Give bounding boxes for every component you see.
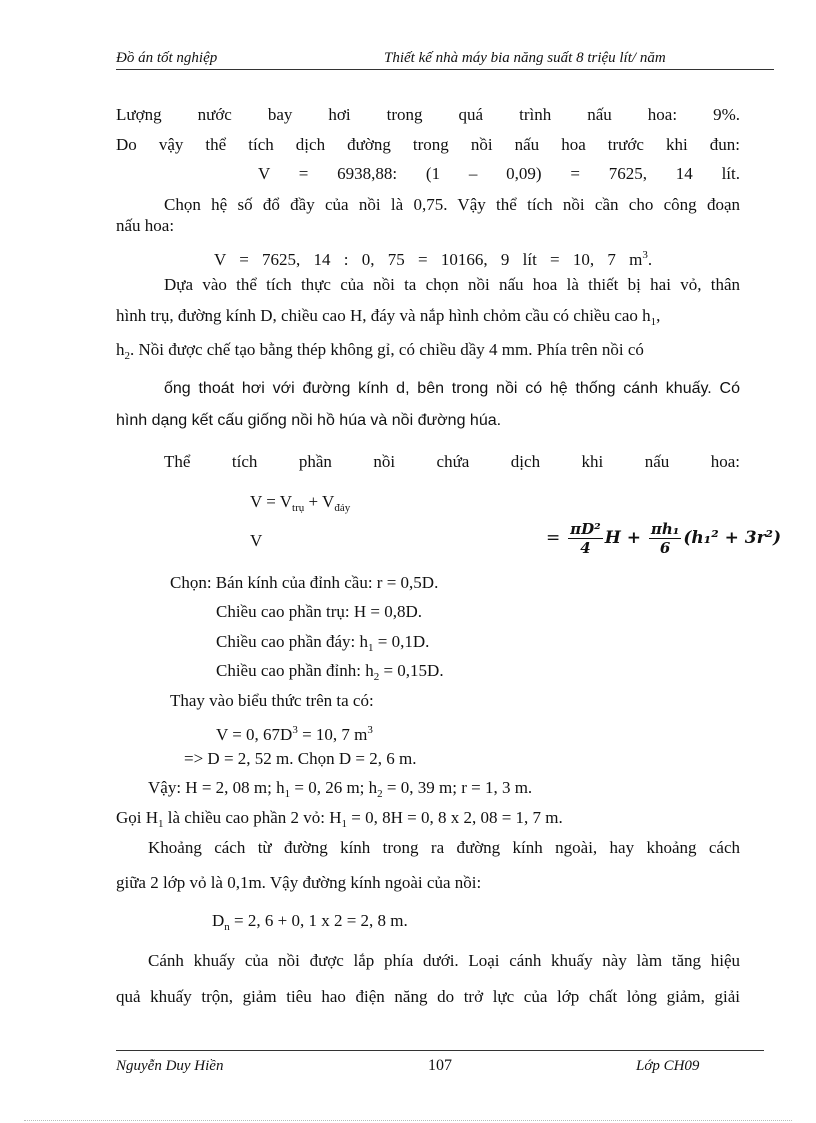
- eq-volume-formula-lhs: V: [250, 531, 263, 550]
- frac-cylinder: [568, 520, 603, 557]
- eq-pot-volume-exp: 3: [642, 249, 648, 261]
- eq-pot-volume-text: V = 7625, 14 : 0, 75 = 10166, 9 lít = 10, 7 m: [214, 250, 643, 269]
- cylinder-height: Chiều cao phần trụ: H = 0,8D.: [216, 602, 422, 621]
- footer-class: Lớp CH09: [636, 1058, 700, 1074]
- dsh-s2: 1: [341, 818, 347, 830]
- top-height-sub: 2: [373, 671, 380, 683]
- dsh-c: = 0, 8H = 0, 8 x 2, 08 = 1, 7 m.: [347, 808, 563, 827]
- agitator-2: quả khuấy trộn, giảm tiêu hao điện năng do trở lực của lớp chất lỏng giảm, giải: [116, 987, 740, 1006]
- eq-pot-volume: [214, 244, 740, 271]
- bottom-height-end: = 0,1D.: [373, 632, 430, 651]
- para-fill-factor: Chọn hệ số đổ đầy của nồi là 0,75. Vậy thể tích nồi cần cho công đoạn: [164, 195, 740, 214]
- eq-outer-sub: n: [224, 921, 230, 933]
- eq-volume-sum: [250, 491, 450, 519]
- para-volume-intro: Do vậy thể tích dịch đường trong nồi nấu hoa trước khi đun:: [116, 135, 740, 154]
- eq-volume-sum-sub2: đáy: [334, 502, 351, 514]
- result-a: Vậy: H = 2, 08 m; h: [148, 778, 285, 797]
- bottom-height: [216, 631, 666, 659]
- bottom-dotted-border: [24, 1120, 792, 1121]
- eq-outer-rest: = 2, 6 + 0, 1 x 2 = 2, 8 m.: [229, 911, 408, 930]
- top-height: [216, 660, 666, 688]
- top-height-text: Chiều cao phần đỉnh: h: [216, 661, 374, 680]
- para-choose-pot-3-text: . Nồi được chế tạo bằng thép không gỉ, có chiều dầy 4 mm. Phía trên nồi có: [130, 340, 644, 359]
- para-choose-pot-2-end: ,: [656, 306, 661, 325]
- eq-pot-volume-end: .: [647, 250, 653, 269]
- formula-h: H +: [604, 528, 641, 548]
- result-s1: 1: [284, 788, 291, 800]
- eq-volume-sum-sub1: trụ: [292, 502, 305, 514]
- result-dimensions: [148, 777, 648, 805]
- para-choose-pot-3-sub: 2: [124, 350, 130, 362]
- frac-cylinder-num: πD²: [570, 520, 601, 538]
- footer-rule: [116, 1050, 764, 1051]
- shell-gap: Khoảng cách từ đường kính trong ra đường kính ngoài, hay khoảng cách: [148, 838, 740, 857]
- para-choose-pot-2-text: hình trụ, đường kính D, chiều cao H, đáy và nắp hình chỏm cầu có chiều cao h: [116, 306, 651, 325]
- substitute: Thay vào biểu thức trên ta có:: [170, 691, 374, 710]
- header-left: Đồ án tốt nghiệp: [116, 50, 218, 66]
- double-shell-height: [116, 807, 676, 835]
- eq-volume-sum-v: V = V: [250, 492, 293, 511]
- bottom-height-text: Chiều cao phần đáy: h: [216, 632, 369, 651]
- para-choose-pot: Dựa vào thể tích thực của nồi ta chọn nồi nấu hoa là thiết bị hai vỏ, thân: [164, 275, 740, 294]
- eq-volume-sum-plus: + V: [304, 492, 335, 511]
- choose-radius: Chọn: Bán kính của đỉnh cầu: r = 0,5D.: [170, 573, 439, 592]
- para-choose-pot-3: [116, 339, 740, 367]
- para-volume-part: Thể tích phần nồi chứa dịch khi nấu hoa:: [164, 452, 740, 471]
- frac-cap: [649, 520, 681, 557]
- eq-diameter: => D = 2, 52 m. Chọn D = 2, 6 m.: [184, 749, 417, 768]
- eq-d-cubed: [216, 719, 666, 746]
- para-choose-pot-3-pre: h: [116, 340, 125, 359]
- footer-author: Nguyễn Duy Hiền: [116, 1058, 224, 1074]
- para-fill-factor-cont: nấu hoa:: [116, 216, 175, 235]
- top-height-end: = 0,15D.: [379, 661, 444, 680]
- frac-cylinder-den: 4: [580, 539, 591, 557]
- eq-d-cubed-exp: 3: [292, 724, 298, 736]
- result-b: = 0, 26 m; h: [290, 778, 378, 797]
- eq-outer-diameter: [212, 910, 612, 938]
- para-vent-2: hình dạng kết cấu giống nồi hồ húa và nồi đường húa.: [116, 412, 502, 429]
- header-right: Thiết kế nhà máy bia năng suất 8 triệu lít/ năm: [384, 50, 666, 66]
- eq-d-cubed-text: V = 0, 67D: [216, 725, 293, 744]
- para-choose-pot-2: [116, 305, 740, 333]
- result-s2: 2: [377, 788, 383, 800]
- shell-gap-2: giữa 2 lớp vỏ là 0,1m. Vậy đường kính ngoài của nồi:: [116, 873, 482, 892]
- eq-d-cubed-mid: = 10, 7 m: [297, 725, 368, 744]
- eq-sign: =: [546, 528, 561, 548]
- frac-cap-den: 6: [659, 539, 671, 557]
- dsh-a: Gọi H: [116, 808, 159, 827]
- eq-volume: V = 6938,88: (1 – 0,09) = 7625, 14 lít.: [258, 164, 740, 183]
- formula-paren: (h₁² + 3r²): [683, 528, 782, 548]
- result-c: = 0, 39 m; r = 1, 3 m.: [382, 778, 533, 797]
- dsh-b: là chiều cao phần 2 vỏ: H: [163, 808, 342, 827]
- eq-outer-d: D: [212, 911, 225, 930]
- para-evaporation: Lượng nước bay hơi trong quá trình nấu hoa: 9%.: [116, 105, 740, 124]
- para-vent: ống thoát hơi với đường kính d, bên trong nồi có hệ thống cánh khuấy. Có: [164, 380, 740, 397]
- header-rule: [116, 69, 774, 70]
- dsh-s1: 1: [158, 818, 164, 830]
- bottom-height-sub: 1: [368, 642, 374, 654]
- frac-cap-num: πh₁: [650, 520, 680, 538]
- eq-d-cubed-exp2: 3: [367, 724, 373, 736]
- agitator: Cánh khuấy của nồi được lắp phía dưới. Loại cánh khuấy này làm tăng hiệu: [148, 951, 740, 970]
- eq-volume-formula: [546, 520, 781, 557]
- page-number: 107: [428, 1057, 452, 1074]
- para-choose-pot-2-sub: 1: [650, 316, 657, 328]
